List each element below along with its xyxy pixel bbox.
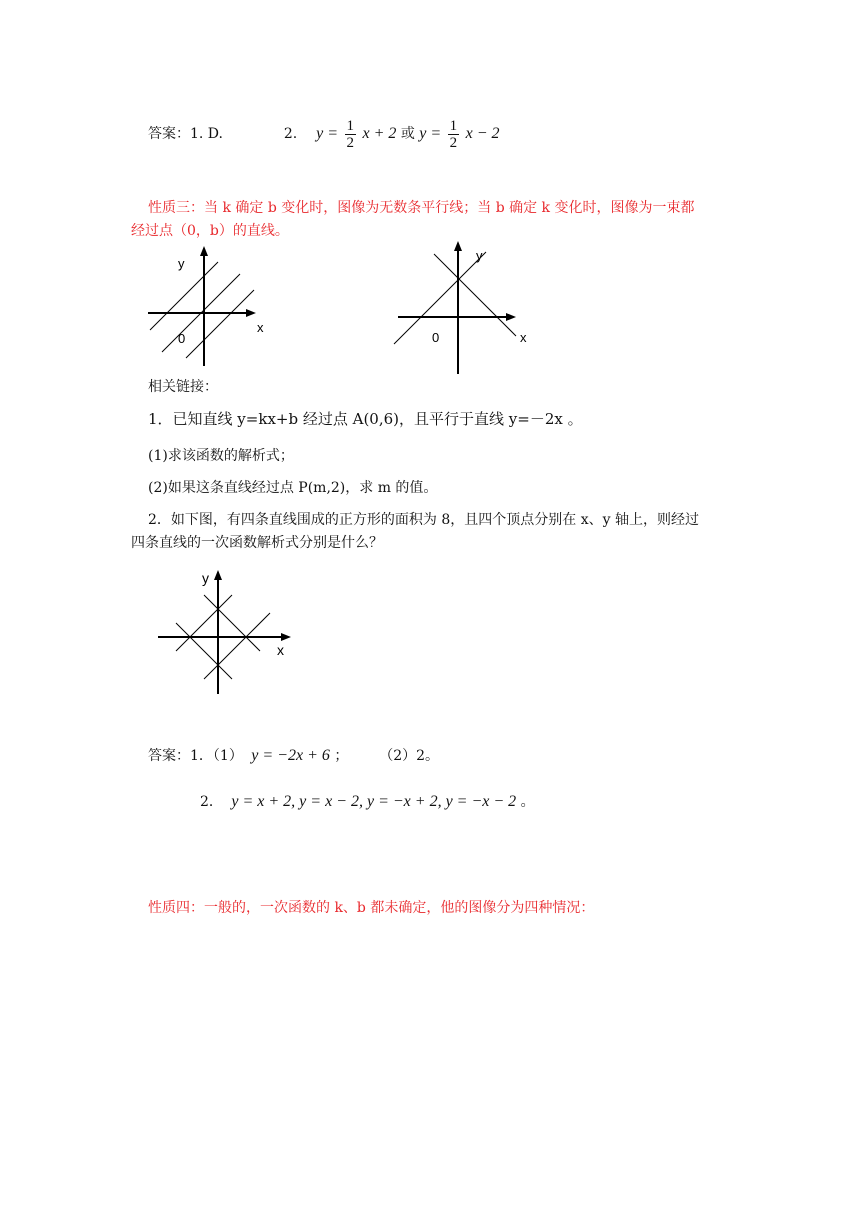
origin-label: 0 [432,330,440,345]
answer-2-end: 。 [520,794,535,810]
line-upper-left [176,595,232,651]
answer-2-1-equation: y = −2x + 6 [251,747,330,764]
x-axis-arrow [246,309,256,317]
y-axis-arrow [200,246,208,256]
answer-2-equations: y = x + 2, y = x − 2, y = −x + 2, y = −x − 2 [231,793,517,810]
question-2-line-2: 四条直线的一次函数解析式分别是什么？ [131,535,383,551]
square-lines-figure [150,566,300,696]
falling-line [434,254,516,336]
answers-2-label: 答案：1．（1） [148,748,243,764]
y-axis-arrow [214,570,222,580]
x-axis-arrow [506,313,516,321]
question-2-line-1: 2．如下图，有四条直线围成的正方形的面积为 8，且四个顶点分别在 x、y 轴上，则经过 [148,512,699,528]
line-lower-right [204,613,270,679]
question-1-part-2: (2)如果这条直线经过点 P(m,2)，求 m 的值。 [148,480,438,496]
x-axis-label: x [520,330,527,345]
question-1: 1．已知直线 y=kx+b 经过点 A(0,6)，且平行于直线 y=－2x 。 [148,410,583,428]
x-axis-arrow [281,633,291,641]
answers-2-line-2 [200,792,535,812]
property-4-line-1: 性质四：一般的，一次函数的 k、b 都未确定，他的图像分为四种情况： [148,900,595,916]
origin-label: 0 [178,331,186,346]
line-lower-left [176,623,232,679]
fraction-half-1: $\frac{1}{2}$ [346,117,355,151]
equation-1-right: x + 2 [362,125,397,142]
equation-2-right: x − 2 [465,125,500,142]
x-axis-label: x [257,320,264,335]
related-title: 相关链接： [148,379,218,395]
y-axis-label: y [476,248,483,263]
answer-2-1-separator: ； [334,748,349,764]
y-axis-label: y [178,256,185,271]
parallel-line-1 [150,262,218,330]
or-word: 或 [400,126,415,142]
answer-2-item-number: 2． [200,794,223,810]
question-1-part-1: (1)求该函数的解析式； [148,448,294,464]
answers-2-line-1 [148,746,439,766]
answer-2-2: （2）2。 [379,748,440,764]
parallel-lines-figure [140,244,280,368]
x-axis-label: x [277,642,284,658]
answers-1-item2-number: 2. [283,126,298,142]
y-axis-arrow [454,241,462,251]
rising-line [394,252,486,344]
equation-2-left: y = [419,125,442,142]
answers-1-label: 答案：1. D. [148,126,223,142]
parallel-line-3 [186,290,254,358]
fraction-half-2: $\frac{1}{2}$ [449,117,458,151]
answers-1 [148,116,500,152]
concurrent-lines-figure [386,238,536,378]
property-3-line-2: 经过点（0，b）的直线。 [131,223,289,239]
y-axis-label: y [202,570,209,586]
property-3-line-1: 性质三：当 k 确定 b 变化时，图像为无数条平行线；当 b 确定 k 变化时，图像为一束都 [148,200,695,216]
equation-1-left: y = [316,125,339,142]
line-upper-right [204,595,260,651]
